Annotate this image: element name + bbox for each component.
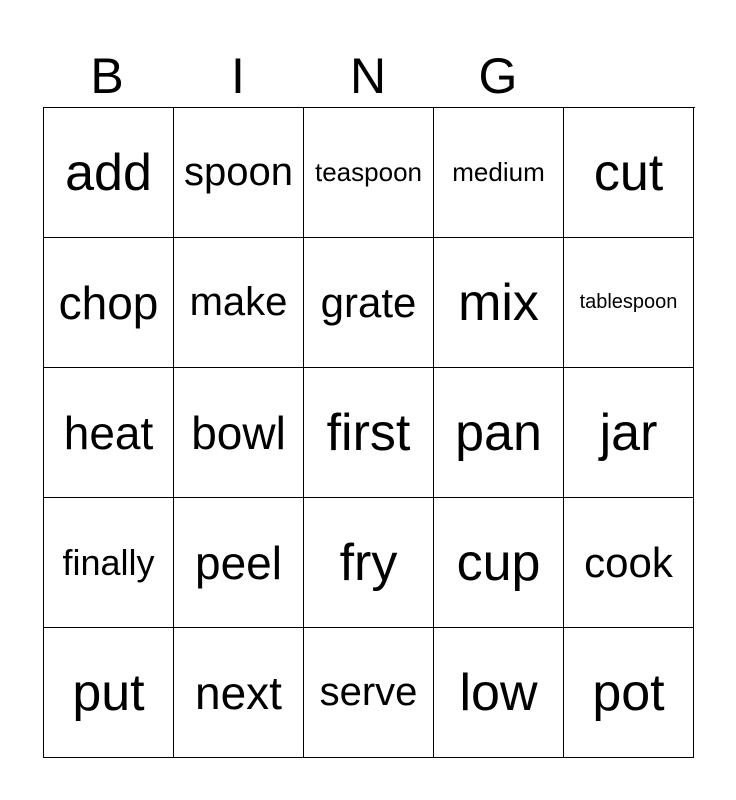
bingo-cell[interactable]: cup: [434, 498, 564, 628]
bingo-cell[interactable]: medium: [434, 108, 564, 238]
bingo-cell[interactable]: pot: [564, 628, 694, 758]
bingo-cell[interactable]: tablespoon: [564, 238, 694, 368]
bingo-cell[interactable]: next: [174, 628, 304, 758]
bingo-header: [43, 48, 693, 104]
header-letter-n: N: [349, 48, 387, 104]
bingo-cell[interactable]: jar: [564, 368, 694, 498]
bingo-cell[interactable]: heat: [44, 368, 174, 498]
bingo-cell[interactable]: mix: [434, 238, 564, 368]
bingo-cell[interactable]: peel: [174, 498, 304, 628]
bingo-cell[interactable]: make: [174, 238, 304, 368]
bingo-cell[interactable]: low: [434, 628, 564, 758]
bingo-card-grid: [43, 107, 695, 758]
bingo-cell[interactable]: add: [44, 108, 174, 238]
bingo-cell[interactable]: fry: [304, 498, 434, 628]
header-letter-b: B: [90, 48, 124, 104]
bingo-cell[interactable]: spoon: [174, 108, 304, 238]
bingo-cell[interactable]: cook: [564, 498, 694, 628]
header-letter-i: I: [231, 48, 245, 104]
bingo-cell[interactable]: put: [44, 628, 174, 758]
bingo-cell[interactable]: finally: [44, 498, 174, 628]
header-letter-o: [563, 48, 693, 104]
bingo-cell[interactable]: serve: [304, 628, 434, 758]
bingo-cell[interactable]: cut: [564, 108, 694, 238]
bingo-cell[interactable]: pan: [434, 368, 564, 498]
bingo-cell[interactable]: chop: [44, 238, 174, 368]
bingo-cell[interactable]: bowl: [174, 368, 304, 498]
header-letter-g: G: [478, 48, 518, 104]
bingo-cell[interactable]: grate: [304, 238, 434, 368]
bingo-cell[interactable]: teaspoon: [304, 108, 434, 238]
bingo-cell[interactable]: first: [304, 368, 434, 498]
